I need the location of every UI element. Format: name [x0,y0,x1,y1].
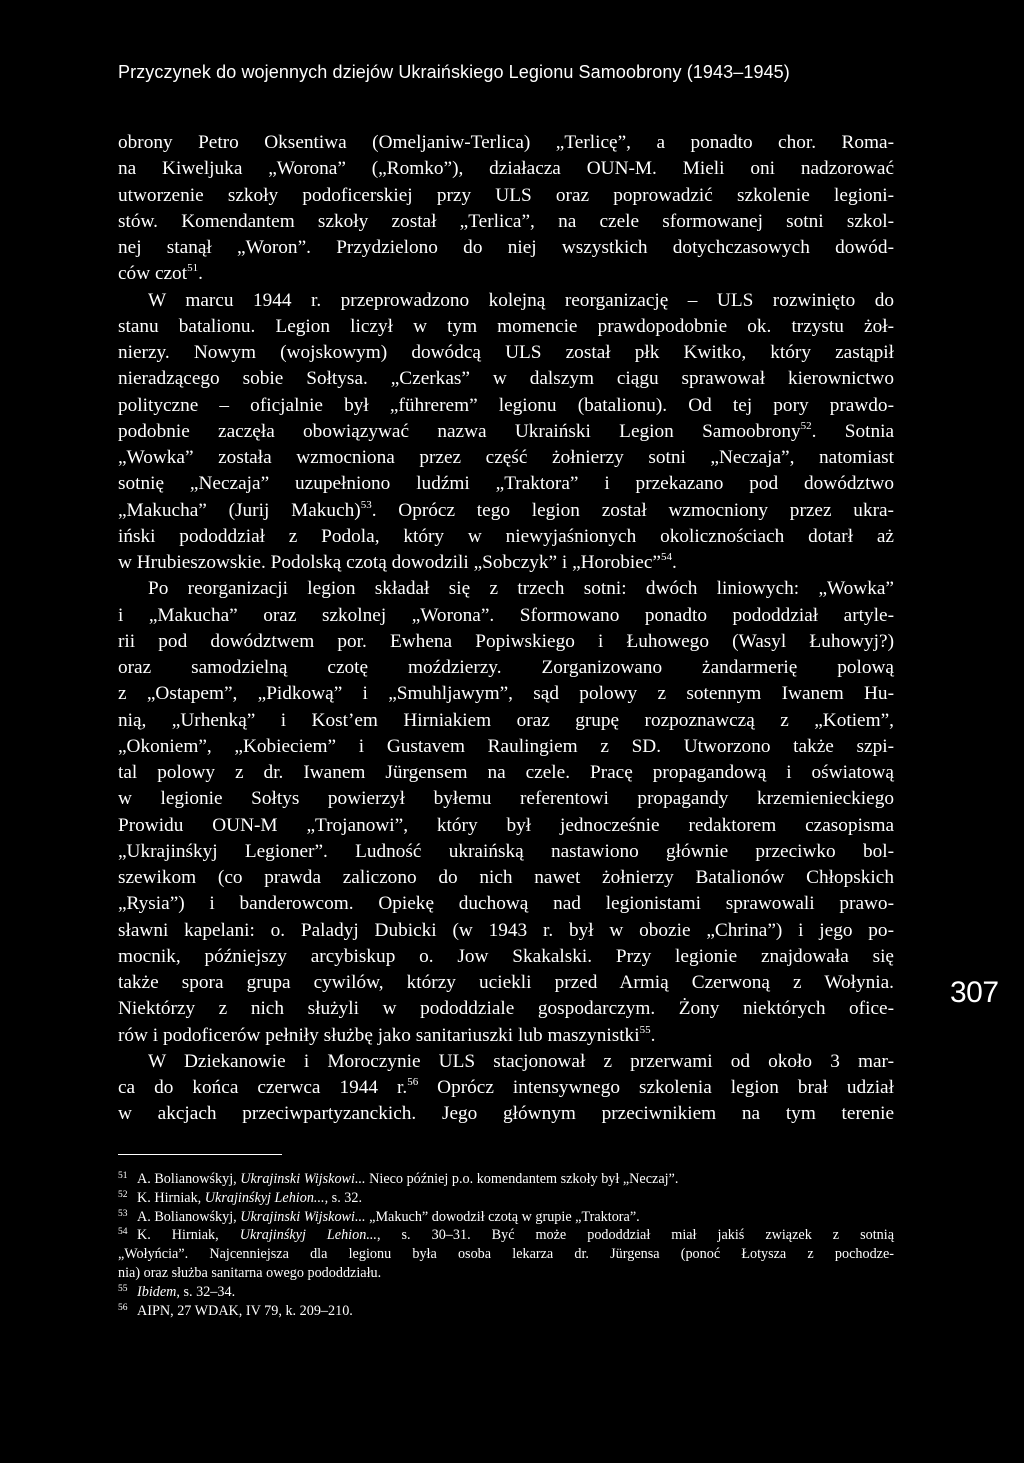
footnote-ref[interactable]: 54 [660,551,672,563]
text-run: mocnik, późniejszy arcybiskup o. Jow Skakalski. Przy legionie znajdowała się [118,945,894,967]
italic-text: Ibidem [137,1283,177,1300]
text-run: w akcjach przeciwpartyzanckich. Jego głównym przeciwnikiem na tym terenie [118,1103,894,1125]
text-run: „Makucha” (Jurij Makuch) [118,499,361,521]
text-line [118,891,894,917]
text-run: na Kiweljuka „Worona” („Romko”), działacza OUN-M. Mieli oni nadzorować [118,158,894,180]
footnote-line: 52 K. Hirniak, Ukrajinśkyj Lehion..., s. 32. [118,1189,363,1206]
text-line [118,445,894,471]
text-line [118,130,894,156]
text-run: obrony Petro Oksentiwa (Omeljaniw-Terlica) „Terlicę”, a ponadto chor. Roma- [118,132,894,153]
footnote-52 [118,1189,894,1208]
text-run: „Wowka” została wzmocniona przez część żołnierzy sotni „Neczaja”, natomiast [118,447,894,468]
text-run: A. Bolianowśkyj, [137,1171,241,1187]
text-run: . [671,552,677,573]
text-run: Po reorganizacji legion składał się z trzech sotni: dwóch liniowych: „Wowka” [148,578,894,600]
footnote-line [118,1264,894,1283]
text-line [118,156,894,182]
text-run: . [650,1024,656,1046]
text-run: K. Hirniak, [137,1189,205,1206]
text-run: , s. 32. [324,1189,363,1206]
footnote-53 [118,1208,894,1227]
footnote-ref[interactable]: 56 [407,1076,419,1088]
text-run: i „Makucha” oraz szkolnej „Worona”. Sformowano ponadto pododdział artyle- [118,604,894,626]
text-run: nieradzącego sobie Sołtysa. „Czerkas” w dalszym ciągu sprawował kierownictwo [118,368,894,390]
text-run: „Okoniem”, „Kobieciem” i Gustavem Raulingiem z SD. Utworzono także szpi- [118,735,894,757]
italic-text: Ukrajinski Wijskowi... [240,1208,366,1225]
running-head: Przyczynek do wojennych dziejów Ukraińskiego Legionu Samoobrony (1943–1945) [118,62,790,82]
footnote-line: 54 K. Hirniak, Ukrajinśkyj Lehion..., s. 30–31. Być może pododdział miał jakiś związek z sotnią [118,1227,894,1244]
footnote-line: 55 Ibidem, s. 32–34. [118,1283,236,1300]
text-line [118,734,894,760]
text-run: stów. Komendantem szkoły został „Terlica”, na czele sformowanej sotni szkol- [118,210,894,232]
footnote-51 [118,1170,894,1189]
text-run: Nieco później p.o. komendantem szkoły był „Neczaj”. [365,1171,679,1187]
text-line [118,786,894,812]
text-line [118,288,894,314]
text-run: . Sotnia [811,420,895,442]
text-line [118,1101,894,1127]
text-run: rów i podoficerów pełniły służbę jako sanitariuszki lub maszynistki [118,1024,640,1046]
footnote-ref[interactable]: 51 [187,262,199,275]
text-line [118,603,894,629]
text-run: szewikom (co prawda zaliczono do nich nawet żołnierzy Batalionów Chłopskich [118,867,894,888]
text-line [118,760,894,786]
text-run: AIPN, 27 WDAK, IV 79, k. 209–210. [137,1302,353,1319]
text-run: rii pod dowództwem por. Ewhena Popiwskiego i Łuhowego (Wasyl Łuhowyj?) [118,630,894,652]
text-run: nej stanął „Woron”. Przydzielono do niej wszystkich dotychczasowych dowód- [118,237,894,258]
text-run: „Ukrajinśkyj Legioner”. Ludność ukraińską nastawiono głównie przeciwko bol- [118,840,894,862]
footnote-line [118,1245,894,1264]
italic-text: Ukrajinski Wijskowi... [240,1171,366,1187]
italic-text: Ukrajinśkyj Lehion... [204,1189,325,1206]
body-text [118,130,894,1128]
text-line [118,366,894,392]
text-run: „Makuch” dowodził czotą w grupie „Traktora”. [365,1208,640,1225]
footnote-rule [118,1154,282,1155]
text-line [118,918,894,944]
text-line [118,498,894,524]
text-line [118,261,894,287]
text-line [118,340,894,366]
text-line [118,209,894,235]
text-run: W Dziekanowie i Moroczynie ULS stacjonował z przerwami od około 3 mar- [148,1050,894,1072]
text-run: . [198,263,203,285]
text-run: ców czot [118,263,188,285]
text-line [118,314,894,340]
text-line [118,944,894,970]
footnote-ref[interactable]: 53 [360,498,372,511]
text-run: Oprócz intensywnego szkolenia legion brał udział [418,1077,894,1098]
text-run: w Hrubieszowskie. Podolską czotą dowodzili „Sobczyk” i „Horobiec” [118,552,661,573]
text-run: utworzenie szkoły podoficerskiej przy ULS oraz poprowadzić szkolenie legioni- [118,184,894,206]
footnote-line: 53 A. Bolianowśkyj, Ukrajinski Wijskowi... „Makuch” dowodził czotą w grupie „Traktora”. [118,1208,640,1225]
footnotes [118,1170,894,1320]
text-line [118,1049,894,1075]
footnote-line: 56 AIPN, 27 WDAK, IV 79, k. 209–210. [118,1302,353,1319]
text-run: „Wołyńcia”. Najcenniejsza dla legionu była osoba lekarza dr. Jürgensa (ponoć Łotysza z pochodze- [118,1246,894,1263]
text-run: także spora grupa cywilów, którzy uciekli przed Armią Czerwoną z Wołynia. [118,972,894,993]
footnote-55 [118,1283,894,1302]
text-line [118,524,894,550]
text-run: Prowidu OUN-M „Trojanowi”, który był jednocześnie redaktorem czasopisma [118,814,894,836]
text-run: tal polowy z dr. Iwanem Jürgensem na czele. Pracę propagandową i oświatową [118,762,894,783]
footnote-ref[interactable]: 55 [639,1023,651,1036]
text-run: nia) oraz służba sanitarna owego pododdziału. [118,1264,382,1281]
footnote-ref[interactable]: 52 [800,419,812,432]
text-line [118,629,894,655]
text-line [118,996,894,1022]
text-line [118,839,894,865]
text-line [118,183,894,209]
text-line [118,576,894,602]
text-run: nierzy. Nowym (wojskowym) dowódcą ULS został płk Kwitko, który zastąpił [118,342,894,363]
text-run: podobnie zaczęła obowiązywać nazwa Ukraiński Legion Samoobrony [118,420,801,442]
footnote-56 [118,1302,894,1321]
text-line [118,813,894,839]
text-run: nią, „Urhenką” i Kost’em Hirniakiem oraz grupę rozpoznawczą z „Kotiem”, [118,709,894,731]
text-run: z „Ostapem”, „Pidkową” i „Smuhljawym”, sąd polowy z sotennym Iwanem Hu- [118,683,894,705]
text-run: , s. 32–34. [176,1283,236,1300]
text-run: polityczne – oficjalnie był „führerem” legionu (batalionu). Od tej pory prawdo- [118,394,894,416]
text-line [118,1075,894,1101]
text-run: W marcu 1944 r. przeprowadzono kolejną reorganizację – ULS rozwinięto do [148,289,894,311]
text-line [118,655,894,681]
text-run: A. Bolianowśkyj, [137,1208,241,1225]
text-run: sławni kapelani: o. Paladyj Dubicki (w 1943 r. był w obozie „Chrina”) i jego po- [118,919,894,941]
text-run: stanu batalionu. Legion liczył w tym momencie prawdopodobnie ok. trzystu żoł- [118,315,894,337]
footnote-line: 51 A. Bolianowśkyj, Ukrajinski Wijskowi... Nieco później p.o. komendantem szkoły był „Neczaj”. [118,1171,679,1187]
text-line [118,681,894,707]
text-run: iński pododdział z Podola, który w niewyjaśnionych okolicznościach dotarł aż [118,525,894,547]
text-line [118,550,894,576]
text-line [118,393,894,419]
text-line [118,419,894,445]
text-run: , s. 30–31. Być może pododdział miał jakiś związek z sotnią [376,1227,894,1244]
text-line [118,1023,894,1049]
text-run: sotnię „Neczaja” uzupełniono ludźmi „Traktora” i przekazano pod dowództwo [118,473,894,495]
text-run: K. Hirniak, [137,1227,240,1244]
italic-text: Ukrajinśkyj Lehion... [239,1227,377,1244]
text-line [118,235,894,261]
text-run: . Oprócz tego legion został wzmocniony przez ukra- [371,499,894,521]
text-run: „Rysia”) i banderowcom. Opiekę duchową nad legionistami sprawowali prawo- [118,893,894,915]
text-run: oraz samodzielną czotę moździerzy. Zorganizowano żandarmerię polową [118,657,894,678]
text-line [118,471,894,497]
page-number: 307 [950,976,999,1009]
text-line [118,708,894,734]
footnote-54 [118,1226,894,1282]
text-run: Niektórzy z nich służyli w pododdziale gospodarczym. Żony niektórych ofice- [118,998,894,1020]
text-line [118,865,894,891]
text-line [118,970,894,996]
text-run: w legionie Sołtys powierzył byłemu referentowi propagandy krzemienieckiego [118,788,894,810]
text-run: ca do końca czerwca 1944 r. [118,1077,408,1098]
